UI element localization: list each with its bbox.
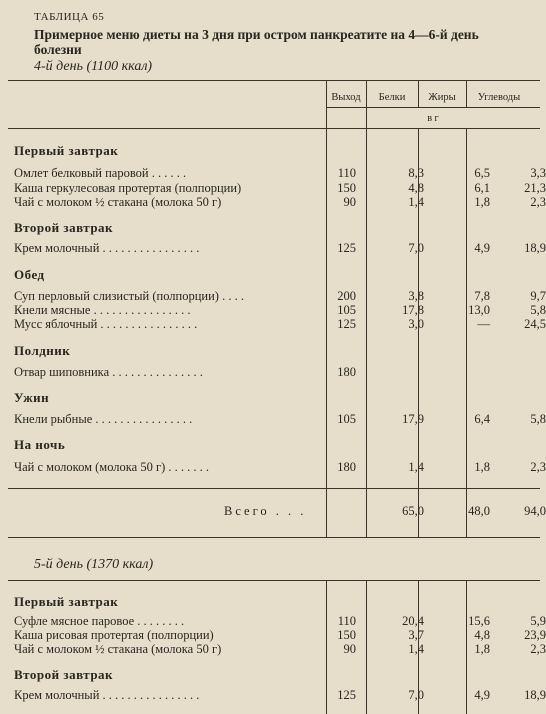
fat-value: 6,4 [474, 412, 490, 426]
carbs-value: 21,3 [524, 181, 546, 195]
fat-value: — [477, 317, 490, 331]
fat-value: 1,8 [474, 642, 490, 656]
output-value: 180 [337, 365, 356, 379]
header-bottom-rule [8, 128, 540, 129]
dish-name: Крем молочный . . . . . . . . . . . . . . . . [14, 688, 200, 702]
output-value: 125 [337, 241, 356, 255]
total-protein: 65,0 [402, 504, 424, 518]
header-inner-rule [326, 107, 540, 108]
col-header-fat: Жиры [428, 92, 456, 103]
carbs-value: 9,7 [530, 289, 546, 303]
fat-value: 4,8 [474, 628, 490, 642]
table-row [14, 460, 546, 474]
output-value: 90 [343, 642, 356, 656]
protein-value: 7,0 [408, 688, 424, 702]
dish-name: Кнели мясные . . . . . . . . . . . . . . . . [14, 303, 191, 317]
table-row [14, 195, 546, 209]
table-top-rule [8, 80, 540, 81]
dish-name: Каша геркулесовая протертая (полпорции) [14, 181, 242, 195]
table-row [14, 614, 546, 628]
table-row [14, 289, 546, 303]
output-value: 90 [343, 195, 356, 209]
protein-value: 3,0 [408, 317, 424, 331]
fat-value: 4,9 [474, 688, 490, 702]
table-row [14, 303, 546, 317]
protein-value: 17,9 [402, 412, 424, 426]
dish-name: Кнели рыбные . . . . . . . . . . . . . . . . [14, 412, 193, 426]
total-top-rule [8, 488, 540, 489]
dish-name: Чай с молоком (молока 50 г) . . . . . . . [14, 460, 209, 474]
dish-name: Чай с молоком ½ стакана (молока 50 г) [14, 642, 222, 656]
day2-top-rule [8, 580, 540, 581]
day2-label: 5-й день (1370 ккал) [34, 557, 154, 572]
table-row [14, 365, 540, 379]
output-value: 125 [337, 317, 356, 331]
table-row [14, 688, 546, 702]
fat-value: 15,6 [468, 614, 490, 628]
carbs-value: 5,9 [530, 614, 546, 628]
carbs-value: 5,8 [530, 412, 546, 426]
section-title: Первый завтрак [14, 143, 119, 158]
carbs-value: 2,3 [530, 642, 546, 656]
section-title: На ночь [14, 437, 66, 452]
output-value: 200 [337, 289, 356, 303]
protein-value: 8,3 [408, 166, 424, 180]
dish-name: Омлет белковый паровой . . . . . . [14, 166, 187, 180]
fat-value: 7,8 [474, 289, 490, 303]
table-row [14, 628, 546, 642]
output-value: 105 [337, 412, 356, 426]
protein-value: 7,0 [408, 241, 424, 255]
carbs-value: 18,9 [524, 241, 546, 255]
total-carbs: 94,0 [524, 504, 546, 518]
section-title: Обед [14, 267, 45, 282]
carbs-value: 2,3 [530, 195, 546, 209]
protein-value: 3,8 [408, 289, 424, 303]
total-fat: 48,0 [468, 504, 490, 518]
output-value: 125 [337, 688, 356, 702]
table-title: Примерное меню диеты на 3 дня при остром панкреатите на 4—6-й день болезни [34, 27, 479, 57]
total-row [14, 504, 546, 518]
table-row [14, 412, 546, 426]
col-header-carbs: Углеводы [477, 92, 521, 103]
fat-value: 4,9 [474, 241, 490, 255]
output-value: 150 [337, 181, 356, 195]
day1-label: 4-й день (1100 ккал) [34, 59, 153, 74]
dish-name: Каша рисовая протертая (полпорции) [14, 628, 214, 642]
col-header-protein: Белки [378, 92, 406, 103]
protein-value: 1,4 [408, 642, 424, 656]
carbs-value: 5,8 [530, 303, 546, 317]
dish-name: Крем молочный . . . . . . . . . . . . . . . . [14, 241, 200, 255]
fat-value: 13,0 [468, 303, 490, 317]
carbs-value: 18,9 [524, 688, 546, 702]
section-title: Второй завтрак [14, 220, 114, 235]
dish-name: Отвар шиповника . . . . . . . . . . . . . . . [14, 365, 203, 379]
fat-value: 6,1 [474, 181, 490, 195]
table-row [14, 317, 546, 331]
dish-name: Мусс яблочный . . . . . . . . . . . . . . . . [14, 317, 198, 331]
output-value: 110 [337, 166, 356, 180]
protein-value: 1,4 [408, 195, 424, 209]
table-row [14, 642, 546, 656]
table-row [14, 181, 546, 195]
total-label: Всего . . . [224, 504, 307, 518]
output-value: 105 [337, 303, 356, 317]
section-title: Второй завтрак [14, 667, 114, 682]
section-title: Первый завтрак [14, 594, 119, 609]
protein-value: 4,8 [408, 181, 424, 195]
section-title: Полдник [14, 343, 71, 358]
table-bottom-rule [8, 537, 540, 538]
output-value: 150 [337, 628, 356, 642]
fat-value: 6,5 [474, 166, 490, 180]
fat-value: 1,8 [474, 460, 490, 474]
fat-value: 1,8 [474, 195, 490, 209]
table-row [14, 166, 546, 180]
dish-name: Чай с молоком ½ стакана (молока 50 г) [14, 195, 222, 209]
dish-name: Суп перловый слизистый (полпорции) . . . . [14, 289, 244, 303]
output-value: 110 [337, 614, 356, 628]
carbs-value: 23,9 [524, 628, 546, 642]
output-value: 180 [337, 460, 356, 474]
carbs-value: 24,5 [524, 317, 546, 331]
unit-label: в г [427, 113, 439, 124]
col-header-output: Выход [331, 92, 361, 103]
table-row [14, 241, 546, 255]
carbs-value: 2,3 [530, 460, 546, 474]
protein-value: 3,7 [408, 628, 424, 642]
carbs-value: 3,3 [530, 166, 546, 180]
table-number: ТАБЛИЦА 65 [34, 11, 105, 23]
dish-name: Суфле мясное паровое . . . . . . . . [14, 614, 185, 628]
section-title: Ужин [14, 390, 50, 405]
protein-value: 20,4 [402, 614, 424, 628]
protein-value: 1,4 [408, 460, 424, 474]
protein-value: 17,8 [402, 303, 424, 317]
